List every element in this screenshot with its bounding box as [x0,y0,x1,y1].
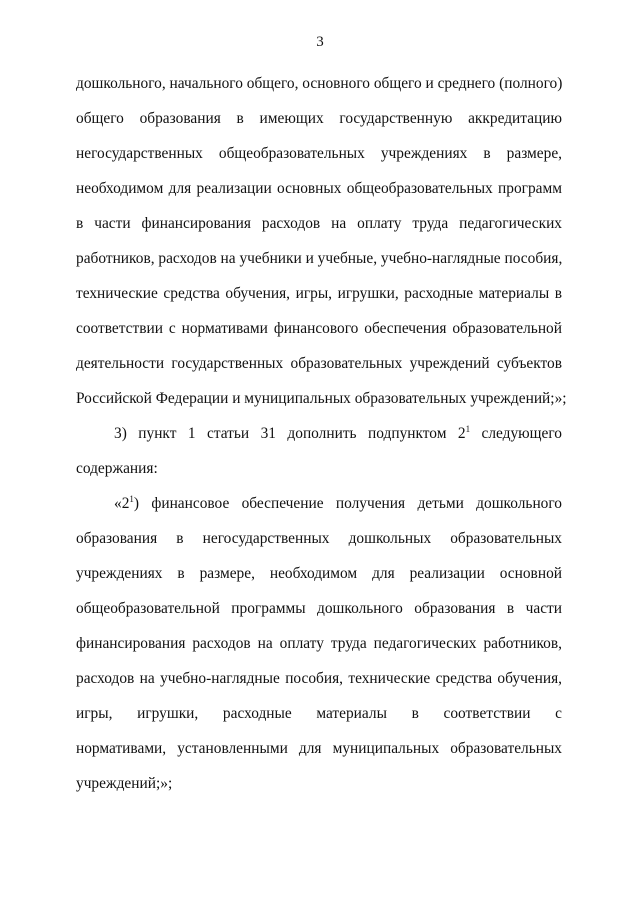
paragraph-line: негосударственных общеобразовательных учреждениях в размере, [76,145,562,162]
item-3-prefix: 3) пункт 1 статьи 31 дополнить подпунктом 2 [114,425,466,442]
item-3-continuation: содержания: [76,460,158,477]
quote-line: учреждений;»; [76,775,173,792]
item-3-line [114,424,562,444]
paragraph-line: необходимом для реализации основных общеобразовательных программ [76,180,562,197]
quote-line: игры, игрушки, расходные материалы в соответствии с [76,705,562,722]
page-number: 3 [316,34,324,50]
paragraph-line: технические средства обучения, игры, игрушки, расходные материалы в [76,285,562,302]
quote-line: нормативами, установленными для муниципальных образовательных [76,740,562,757]
quote-line: образования в негосударственных дошкольных образовательных [76,530,562,547]
quote-line: общеобразовательной программы дошкольного образования в части [76,600,562,617]
paragraph-line: работников, расходов на учебники и учебные, учебно-наглядные пособия, [76,250,563,267]
paragraph-line: в части финансирования расходов на оплату труда педагогических [76,215,562,232]
paragraph-line: Российской Федерации и муниципальных образовательных учреждений;»; [76,390,567,407]
quote-open: «2 [114,495,130,512]
paragraph-line: деятельности государственных образовательных учреждений субъектов [76,355,562,372]
quote-first-line [114,494,562,514]
paragraph-line: соответствии с нормативами финансового обеспечения образовательной [76,320,562,337]
paragraph-line: общего образования в имеющих государственную аккредитацию [76,110,562,127]
quote-line: расходов на учебно-наглядные пособия, технические средства обучения, [76,670,562,687]
paragraph-line: дошкольного, начального общего, основного общего и среднего (полного) [76,75,563,92]
quote-rest: ) финансовое обеспечение получения детьми дошкольного [133,495,562,512]
quote-line: финансирования расходов на оплату труда педагогических работников, [76,635,562,652]
quote-line: учреждениях в размере, необходимом для реализации основной [76,565,562,582]
quote-superscript: 1 [129,494,134,504]
item-3-superscript: 1 [465,424,471,434]
item-3-suffix: следующего [470,425,562,442]
